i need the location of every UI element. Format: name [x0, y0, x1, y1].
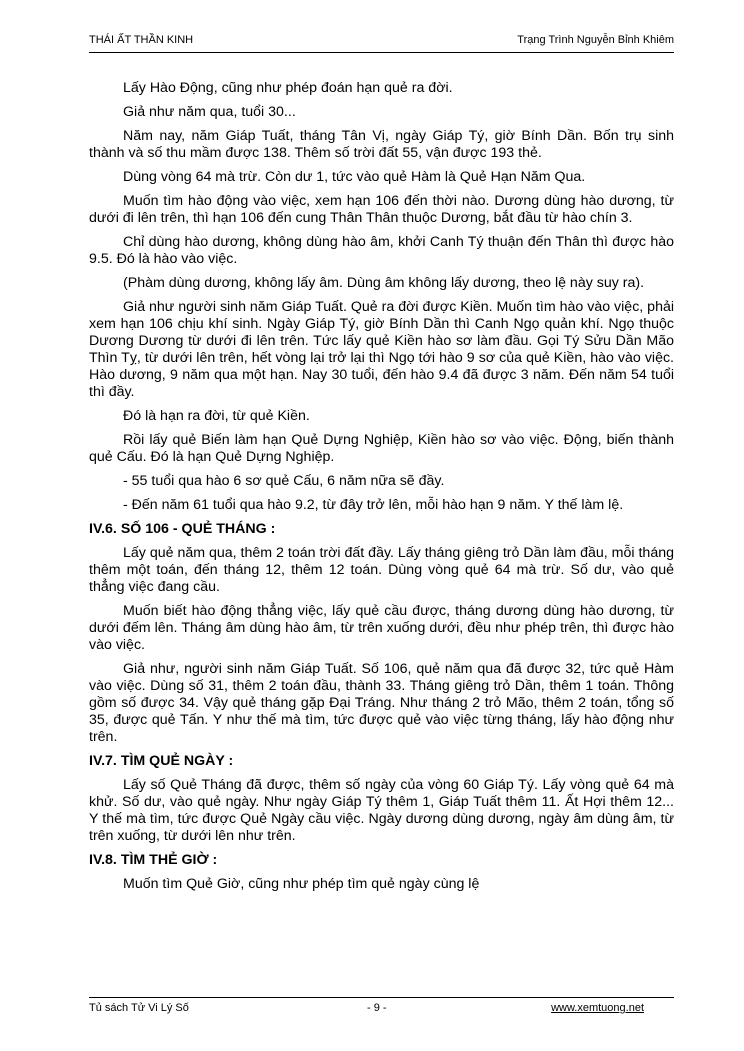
- header-book-title: THÁI ẤT THẦN KINH: [89, 34, 194, 46]
- section-heading: IV.6. SỐ 106 - QUẺ THÁNG :: [89, 521, 276, 537]
- page-body: [89, 80, 674, 893]
- paragraph: - 55 tuổi qua hào 6 sơ quẻ Cấu, 6 năm nữa sẽ đầy.: [123, 473, 445, 489]
- paragraph: Muốn biết hào động thẳng việc, lấy quẻ cầu được, tháng dương dùng hào dương, từ dưới đếm lên. Tháng âm dùng hào âm, từ trên xuống dưới, đều như phép trên, thì được hào vào việc.: [89, 603, 674, 653]
- paragraph: Giả như năm qua, tuổi 30...: [123, 104, 296, 120]
- paragraph: (Phàm dùng dương, không lấy âm. Dùng âm không lấy dương, theo lệ này suy ra).: [123, 275, 645, 291]
- paragraph: Muốn tìm hào động vào việc, xem hạn 106 đến thời nào. Dương dùng hào dương, từ dưới đi lên trên, thì hạn 106 đến cung Thân Thân thuộc Dương, bắt đầu từ hào chín 3.: [89, 193, 674, 226]
- paragraph: Lấy Hào Động, cũng như phép đoán hạn quẻ ra đời.: [123, 80, 453, 96]
- header-author: Trạng Trình Nguyễn Bỉnh Khiêm: [517, 34, 674, 46]
- paragraph: Dùng vòng 64 mà trừ. Còn dư 1, tức vào quẻ Hàm là Quẻ Hạn Năm Qua.: [123, 169, 586, 185]
- footer-collection-name: Tủ sách Tử Vi Lý Số: [89, 1002, 189, 1014]
- paragraph: - Đến năm 61 tuổi qua hào 9.2, từ đây trở lên, mỗi hào hạn 9 năm. Y thế làm lệ.: [123, 497, 624, 513]
- paragraph: Lấy số Quẻ Tháng đã được, thêm số ngày của vòng 60 Giáp Tý. Lấy vòng quẻ 64 mà khử. Số dư, vào quẻ ngày. Như ngày Giáp Tý thêm 1, Giáp Tuất thêm 11. Ất Hợi thêm 12... Y thế mà tìm, tức được Quẻ Ngày cầu việc. Ngày dương dùng dương, ngày âm dùng âm, từ trên xuống, từ dưới lên như trên.: [89, 777, 674, 844]
- page-number: - 9 -: [367, 1002, 387, 1014]
- paragraph: Rồi lấy quẻ Biến làm hạn Quẻ Dựng Nghiệp, Kiền hào sơ vào việc. Động, biến thành quẻ Cấu. Đó là hạn Quẻ Dựng Nghiệp.: [89, 432, 674, 465]
- section-heading: IV.7. TÌM QUẺ NGÀY :: [89, 753, 234, 769]
- paragraph: Đó là hạn ra đời, từ quẻ Kiền.: [123, 408, 310, 424]
- paragraph: Chỉ dùng hào dương, không dùng hào âm, khởi Canh Tý thuận đến Thân thì được hào 9.5. Đó là hào vào việc.: [89, 234, 674, 267]
- paragraph: Lấy quẻ năm qua, thêm 2 toán trời đất đầy. Lấy tháng giêng trỏ Dần làm đầu, mỗi tháng thêm một toán, đến tháng 12, thêm 12 toán. Dùng vòng quẻ 64 mà trừ. Số dư, vào quẻ thẳng việc đang cầu.: [89, 545, 674, 595]
- paragraph: Muốn tìm Quẻ Giờ, cũng như phép tìm quẻ ngày cùng lệ: [123, 876, 480, 892]
- page-footer: [89, 997, 674, 1018]
- paragraph: Giả như người sinh năm Giáp Tuất. Quẻ ra đời được Kiền. Muốn tìm hào vào việc, phải xem hạn 106 chịu khí sinh. Ngày Giáp Tý, giờ Bính Dần thì Canh Ngọ quản khí. Ngọ thuộc Dương Dương từ dưới đi lên trên. Tức lấy quẻ Kiền hào sơ làm đầu. Gọi Tý Sửu Dần Mão Thìn Tỵ, từ dưới lên trên, hết vòng lại trở lại thì Ngọ tới hào 9 sơ của quẻ Kiền, hào vào việc. Hào dương, 9 năm qua một hạn. Nay 30 tuổi, đến hào 9.4 đã được 3 năm. Đến năm 54 tuổi thì đầy.: [89, 299, 674, 400]
- section-heading: IV.8. TÌM THẺ GIỜ :: [89, 852, 218, 868]
- paragraph: Năm nay, năm Giáp Tuất, tháng Tân Vị, ngày Giáp Tý, giờ Bính Dần. Bốn trụ sinh thành và số thu mầm được 138. Thêm số trời đất 55, vận được 193 thẻ.: [89, 128, 674, 161]
- footer-website-link[interactable]: www.xemtuong.net: [551, 1002, 644, 1014]
- paragraph: Giả như, người sinh năm Giáp Tuất. Số 106, quẻ năm qua đã được 32, tức quẻ Hàm vào việc. Dùng số 31, thêm 2 toán đầu, thành 33. Tháng giêng trỏ Dần, thêm 1 toán. Thông gồm số được 34. Vậy quẻ tháng gặp Đại Tráng. Như tháng 2 trỏ Mão, thêm 2 toán, tổng số 35, được quẻ Tấn. Y như thế mà tìm, tức được quẻ vào việc từng tháng, lấy hào động như trên.: [89, 661, 674, 745]
- page-header: [89, 34, 674, 53]
